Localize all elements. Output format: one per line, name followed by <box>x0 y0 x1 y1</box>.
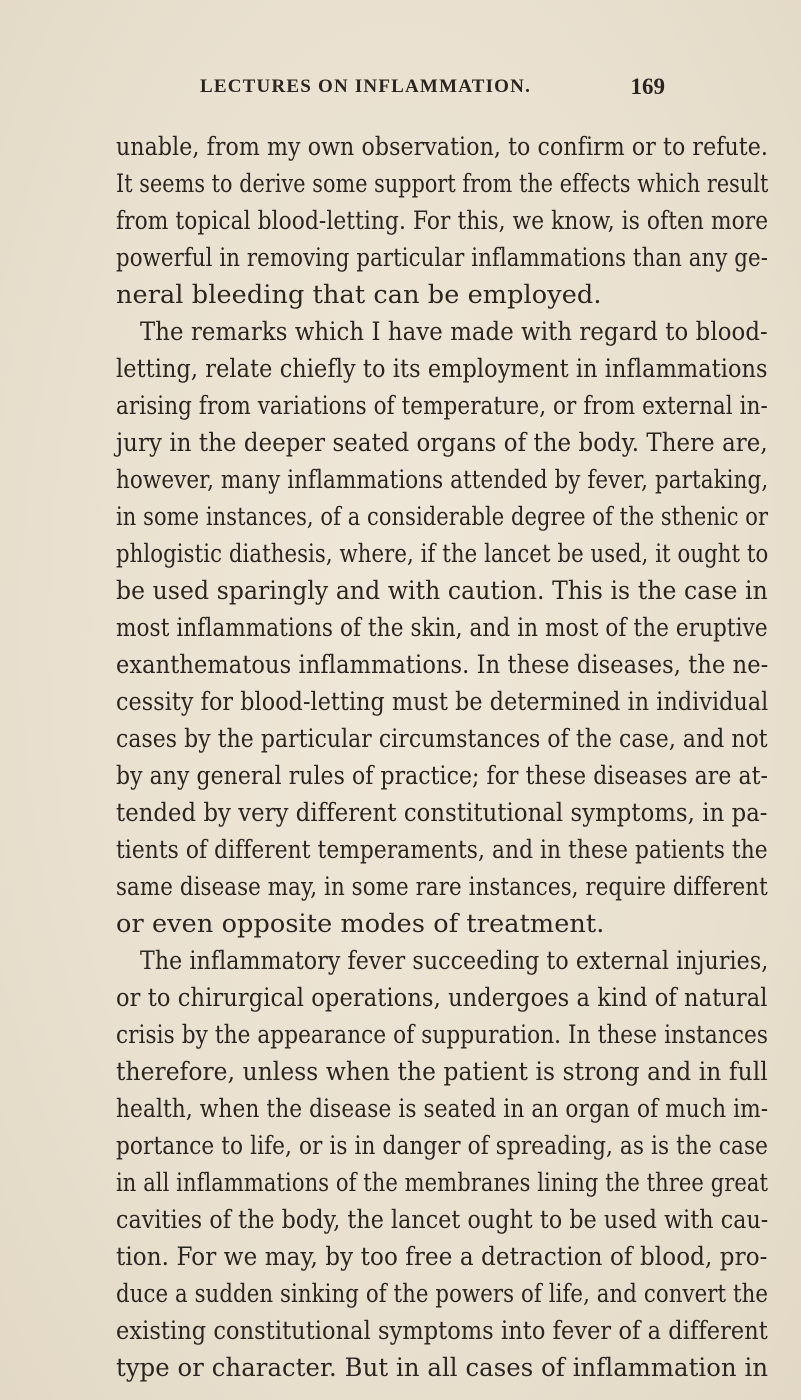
text-line: powerful in removing particular inflammations than any ge- <box>116 243 768 273</box>
text-line: most inflammations of the skin, and in most of the eruptive <box>116 613 768 643</box>
page-header <box>200 76 665 106</box>
text-line: exanthematous inflammations. In these diseases, the ne- <box>116 650 769 680</box>
text-line: crisis by the appearance of suppuration. In these instances <box>116 1020 768 1050</box>
text-line: portance to life, or is in danger of spreading, as is the case <box>116 1131 769 1161</box>
text-line: therefore, unless when the patient is strong and in full <box>116 1057 768 1087</box>
text-line: by any general rules of practice; for these diseases are at- <box>116 761 768 791</box>
text-line: jury in the deeper seated organs of the body. There are, <box>116 428 768 458</box>
text-line: health, when the disease is seated in an organ of much im- <box>116 1094 769 1124</box>
text-line: duce a sudden sinking of the powers of life, and convert the <box>116 1279 769 1309</box>
text-line: in all inflammations of the membranes lining the three great <box>116 1168 769 1198</box>
text-line: same disease may, in some rare instances, require different <box>116 872 768 902</box>
text-line: in some instances, of a considerable degree of the sthenic or <box>116 502 769 532</box>
text-line: letting, relate chiefly to its employment in inflammations <box>116 354 768 384</box>
text-line: unable, from my own observation, to confirm or to refute. <box>116 132 769 162</box>
text-line: be used sparingly and with caution. This is the case in <box>116 576 768 606</box>
text-line: or to chirurgical operations, undergoes a kind of natural <box>116 983 768 1013</box>
text-line: phlogistic diathesis, where, if the lancet be used, it ought to <box>116 539 769 569</box>
text-line: The inflammatory fever succeeding to external injuries, <box>140 946 769 976</box>
text-line: from topical blood-letting. For this, we know, is often more <box>116 206 769 236</box>
text-line: It seems to derive some support from the effects which result <box>116 169 769 199</box>
text-line: The remarks which I have made with regard to blood- <box>140 317 768 347</box>
text-line: arising from variations of temperature, or from external in- <box>116 391 768 421</box>
text-line: however, many inflammations attended by fever, partaking, <box>116 465 769 495</box>
text-line: cases by the particular circumstances of the case, and not <box>116 724 768 754</box>
text-line: cessity for blood-letting must be determined in individual <box>116 687 769 717</box>
text-line: tended by very different constitutional symptoms, in pa- <box>116 798 768 828</box>
page-number: 169 <box>630 74 665 99</box>
text-line: tion. For we may, by too free a detraction of blood, pro- <box>116 1242 768 1272</box>
text-line: or even opposite modes of treatment. <box>116 909 605 939</box>
text-line: tients of different temperaments, and in these patients the <box>116 835 768 865</box>
text-line: cavities of the body, the lancet ought to be used with cau- <box>116 1205 769 1235</box>
text-line: type or character. But in all cases of inflammation in <box>116 1353 769 1383</box>
running-head: LECTURES ON INFLAMMATION. <box>200 76 532 97</box>
text-line: neral bleeding that can be employed. <box>116 280 602 310</box>
text-line: existing constitutional symptoms into fever of a different <box>116 1316 768 1346</box>
